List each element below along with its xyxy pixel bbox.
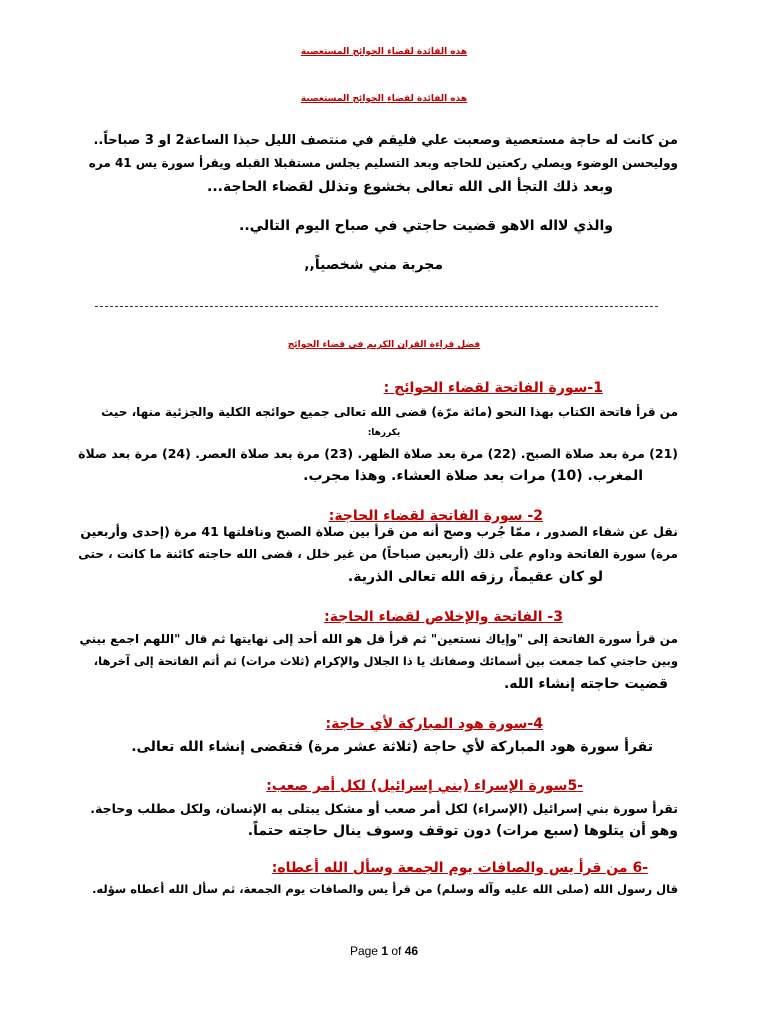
item-6-line-1: قال رسول الله (صلى الله عليه وآله وسلم) من قرأ يس والصافات يوم الجمعة، ثم سأل الله أعطاه سؤله. [92, 882, 678, 896]
item-1-line-1: من قرأ فاتحة الكتاب بهذا النحو (مائة مرّة) قضى الله تعالى جميع حوائجه الكلية والجزئية منها، حيث [101, 405, 678, 419]
section-heading: فضل قراءة القران الكريم في قضاء الحوائج [287, 340, 481, 350]
item-3-title: 3- الفاتحة والإخلاص لقضاء الحاجة: [324, 609, 563, 625]
intro-line-3: وبعد ذلك التجأ الى الله تعالى بخشوع وتذلل لقضاء الحاجة... [207, 179, 613, 195]
item-5-line-1: تقرأ سورة بني إسرائيل (الإسراء) لكل أمر صعب أو مشكل يبتلى به الإنسان، ولكل مطلب وحاجة. [90, 801, 678, 816]
item-2-title: 2- سورة الفاتحة لقضاء الحاجة: [328, 508, 543, 524]
item-3-line-2: وبين حاجتي كما جمعت بين أسمائك وصفاتك يا ذا الجلال والإكرام (ثلاث مرات) ثم أتم الفاتحة إلى آخرها، [93, 654, 678, 668]
item-4-line-1: تقرأ سورة هود المباركة لأي حاجة (ثلاثة عشر مرة) فتقضى إنشاء الله تعالى. [131, 739, 653, 755]
intro-line-5: مجربة مني شخصياً,, [304, 257, 443, 273]
document-title: هذه الفائدة لقضاء الحوائج المستعصية [300, 47, 468, 57]
intro-line-2: ووليحسن الوضوء ويصلي ركعتين للحاجه وبعد التسليم يجلس مستقبلا القبله ويقرأ سورة يس 41 مره [88, 156, 678, 170]
item-1-title: 1-سورة الفاتحة لقضاء الحوائج : [383, 380, 603, 396]
page-number-footer [0, 944, 768, 958]
section-divider [95, 306, 658, 307]
item-2-line-3: لو كان عقيماً، رزقه الله تعالى الذرية. [347, 569, 603, 585]
intro-line-4: والذي لااله الاهو قضيت حاجتي في صباح اليوم التالي.. [239, 218, 613, 234]
item-1-line-3: (21) مرة بعد صلاة الصبح. (22) مرة بعد صلاة الظهر. (23) مرة بعد صلاة العصر. (24) مرة بعد صلاة [78, 446, 678, 461]
footer-total-pages: 46 [404, 944, 419, 958]
item-1-line-2: يكررها: [367, 428, 401, 438]
item-3-line-3: قضيت حاجته إنشاء الله. [503, 676, 668, 692]
footer-page-word: Page [349, 944, 378, 958]
item-4-title: 4-سورة هود المباركة لأي حاجة: [325, 716, 543, 732]
intro-line-1: من كانت له حاجة مستعصية وصعبت علي فليقم في منتصف الليل حبذا الساعة2 او 3 صباحاً.. [93, 133, 678, 148]
item-6-title: -6 من قرأ يس والصافات يوم الجمعة وسأل الله أعطاه: [271, 860, 648, 876]
item-2-line-2: مرة) سورة الفاتحة وداوم على ذلك (أربعين صباحاً) من غير خلل ، قضى الله حاجته كائنة ما كانت ، حتى [78, 547, 678, 561]
document-subtitle: هذه الفائدة لقضاء الحوائج المستعصية [300, 94, 468, 104]
item-5-title: -5سورة الإسراء (بني إسرائيل) لكل أمر صعب: [266, 778, 583, 794]
item-1-line-4: المغرب. (10) مرات بعد صلاة العشاء. وهذا مجرب. [303, 468, 643, 484]
item-2-line-1: نقل عن شفاء الصدور ، ممّا جُرب وصح أنه من قرأ بين صلاة الصبح ونافلتها 41 مرة (إحدى وأربعين [80, 524, 678, 539]
footer-current-page: 1 [381, 944, 388, 958]
footer-of-word: of [391, 944, 402, 958]
item-3-line-1: من قرأ سورة الفاتحة إلى "وإياك نستعين" ثم قرأ قل هو الله أحد إلى نهايتها ثم قال "اللهم اجمع بيني [79, 632, 678, 646]
item-5-line-2: وهو أن يتلوها (سبع مرات) دون توقف وسوف ينال حاجته حتماً. [247, 823, 678, 839]
